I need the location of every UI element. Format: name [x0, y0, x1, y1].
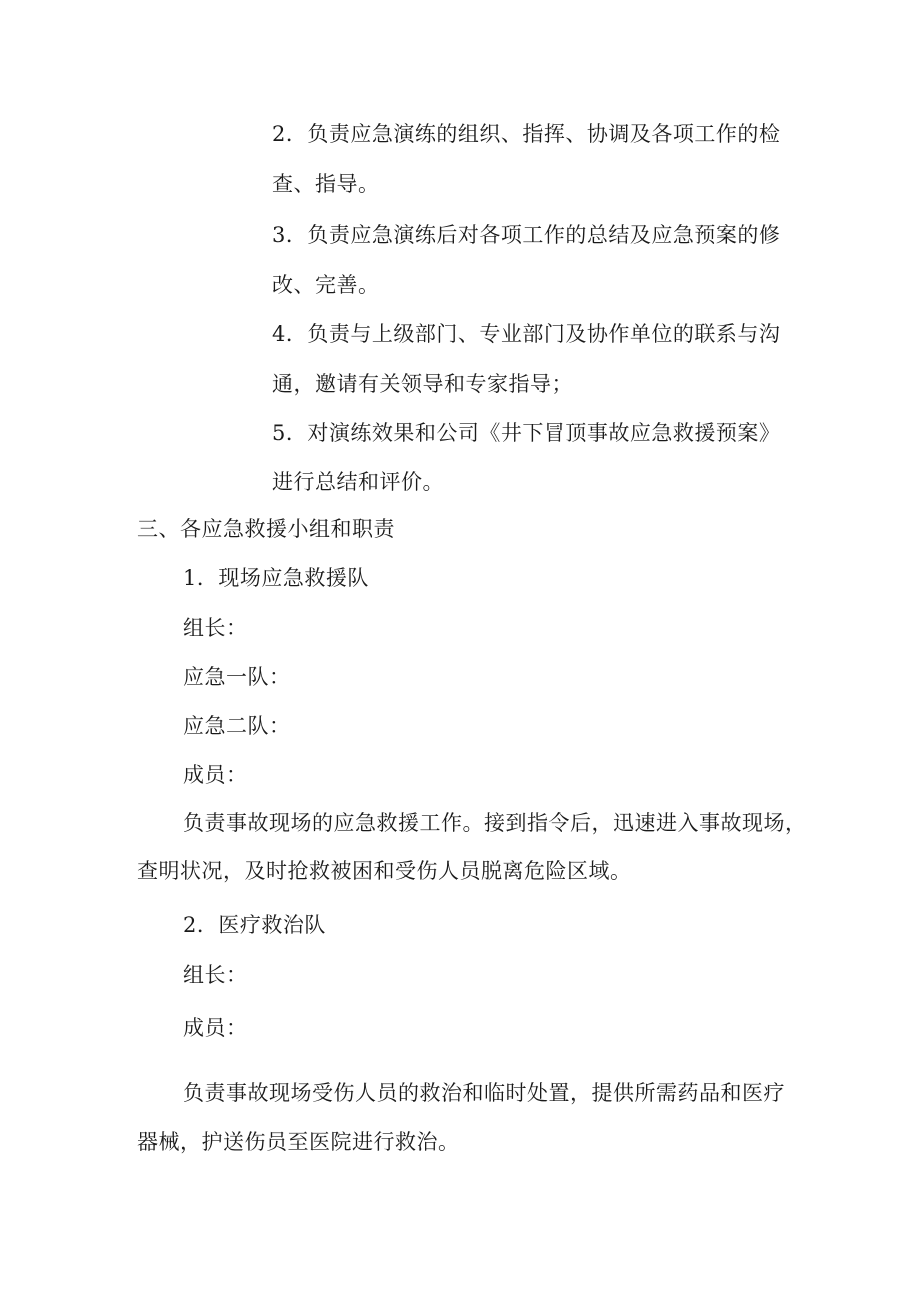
list-item-5-line1: 5．对演练效果和公司《井下冒顶事故应急救援预案》 — [272, 421, 781, 445]
list-item-2-line1: 2．负责应急演练的组织、指挥、协调及各项工作的检 — [272, 122, 781, 146]
team1-title: 1．现场应急救援队 — [183, 566, 369, 590]
list-item-4-line2: 通，邀请有关领导和专家指导； — [272, 372, 573, 396]
section-heading: 三、各应急救援小组和职责 — [137, 517, 395, 541]
team2-members: 成员： — [183, 1016, 248, 1040]
team1-duty-line2: 查明状况，及时抢救被困和受伤人员脱离危险区域。 — [137, 859, 632, 883]
team1-members: 成员： — [183, 763, 248, 787]
list-item-3-line1: 3．负责应急演练后对各项工作的总结及应急预案的修 — [272, 223, 781, 247]
team2-duty-line1: 负责事故现场受伤人员的救治和临时处置，提供所需药品和医疗 — [183, 1081, 785, 1105]
list-item-5-line2: 进行总结和评价。 — [272, 470, 444, 494]
list-item-4-line1: 4．负责与上级部门、专业部门及协作单位的联系与沟 — [272, 322, 781, 346]
team2-title: 2．医疗救治队 — [183, 913, 326, 937]
team2-leader: 组长： — [183, 963, 248, 987]
team1-squad2: 应急二队： — [183, 714, 291, 738]
team2-duty-line2: 器械，护送伤员至医院进行救治。 — [137, 1130, 460, 1154]
team1-squad1: 应急一队： — [183, 665, 291, 689]
list-item-3-line2: 改、完善。 — [272, 273, 380, 297]
team1-duty-line1: 负责事故现场的应急救援工作。接到指令后，迅速进入事故现场， — [183, 811, 807, 835]
team1-leader: 组长： — [183, 616, 248, 640]
list-item-2-line2: 查、指导。 — [272, 172, 380, 196]
